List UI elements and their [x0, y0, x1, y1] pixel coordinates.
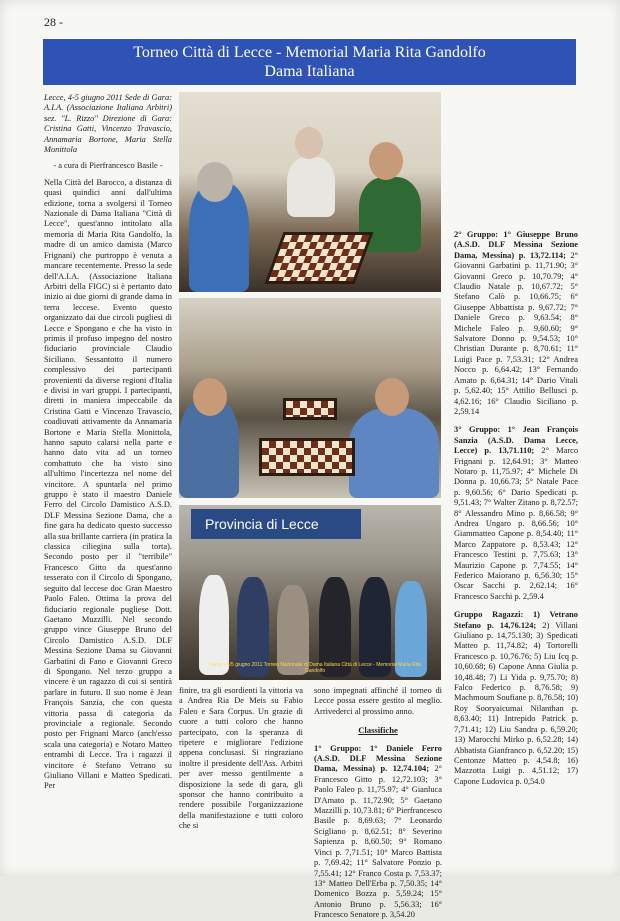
photo-players-at-board: [179, 92, 441, 292]
page-number: 28 -: [44, 15, 63, 29]
article-body-3: sono impegnati affinché il torneo di Lecce possa essere gestito al meglio. Arrivederci al prossimo anno.: [314, 686, 442, 716]
checkerboard: [259, 438, 355, 476]
group4-text: 2) Villani Giuliano p. 14,75.130; 3) Spedicati Matteo p. 11,74.82; 4) Tortorelli Francesco p. 10,76.76; 5) Liu Icq p. 10,60.68; 6) Capone Anna Giulia p. 10,48.48; 7) Li Yida p. 9,75.70; 8) Falco Federico p. 8,76.58; 9) Machmoum Soufiane p. 8,76.58; 10) Roy Sooryaicumai Nilanthan p. 8,63.40; 11) Intrepido Patrick p. 7,71.41; 12) Liu Sandra p. 6,59.20; 13) Marocchi Mirko p. 6,52.28; 14) Abbatista Gianfranco p. 6,52.20; 15) Centonze Matteo p. 4,54.8; 16) Mazzotta Luigi p. 4,51.12; 17) Capone Ludovica p. 0,54.0: [454, 620, 578, 786]
article-column-2: [179, 686, 303, 832]
results-groups: [454, 230, 578, 787]
event-meta: Lecce, 4-5 giugno 2011 Sede di Gara: A.I.A. (Associazione Italiana Arbitri) sez. "L. Rizzo" Direzione di Gara: Cristina Gatti, Vincenzo Travascio, Annamaria Bortone, Maria Stella Monittola: [44, 93, 172, 155]
photo-caption: Lecce - 4/5 giugno 2011 Torneo Nazionale di Dama Italiana Città di Lecce - Memorial Maria Rita Gandolfo: [209, 662, 421, 674]
player-head: [369, 142, 403, 180]
photo-award-group: [179, 505, 441, 680]
article-subtitle: Dama Italiana: [264, 63, 355, 80]
player-head: [193, 378, 227, 416]
group3-text: 2° Marco Frignani p. 12,64.91; 3° Matteo Notaro p. 11,75.97; 4° Michele Di Donna p. 10,66.73; 5° Natale Pace p. 9,60.56; 6° Dario Spedicati p. 9,51.43; 7° Walter Zitano p. 8,72.57; 8° Alessandro Mino p. 8,66.58; 9° Andrea Ungaro p. 8,66.56; 10° Giammatteo Capone p. 8,54.40; 11° Marco Zappatore p. 8,53.43; 12° Francesco Testini p. 7,75.63; 13° Maurizio Capone p. 7,74.55; 14° Federico Maiorano p. 6,56.30; 15° Oscar Sacchi p. 2,62.14; 16° Francesco Sacchi p. 2,59.4: [454, 446, 579, 601]
sign-provincia: Provincia di Lecce: [191, 509, 361, 539]
player-figure: [349, 408, 439, 498]
checkerboard: [283, 398, 337, 420]
player-head: [375, 378, 409, 416]
group4-title: Gruppo Ragazzi: 1) Vetrano Stefano p. 14,76.124;: [454, 610, 578, 630]
checkerboard: [265, 232, 374, 284]
article-body-2: finire, tra gli esordienti la vittoria va a Andrea Ria De Meis su Fabio Faleo e Sara Corpus. Un grazie di cuore a tutti coloro che hanno partecipato, con la speranza di ripetere e migliorare l'edizione appena conclusasi. Si ringraziano inoltre il presidente dell'Ass. Arbitri per aver messo gentilmente a disposizione la sede di gara, gli sponsor che hanno contribuito a rendere possibile l'organizzazione della manifestazione e tutti coloro che si: [179, 686, 303, 831]
group2-text: 2° Giovanni Garbatini p. 11,71.90; 3° Giovanni Greco p. 10,70.79; 4° Claudio Natale p. 10,67.72; 5° Stefano Calò p. 10,66.75; 6° Giuseppe Abbattista p. 9,67.72; 7° Daniele Greco p. 9,63.54; 8° Michele Faleo p. 9,60.60; 9° Salvatore Donno p. 9,54.53; 10° Christian Durante p. 8,70.61; 11° Luigi Pace p. 7,53.31; 12° Andrea Nocco p. 6,64.42; 13° Fernando Amato p. 6,64.31; 14° Dario Vitali p. 5,62.40; 15° Attilio Bellusci p. 4,62.16; 16° Claudio Siciliano p. 2,59.14: [454, 250, 578, 416]
photo-tournament-hall: [179, 298, 441, 498]
article-title: Torneo Città di Lecce - Memorial Maria Rita Gandolfo: [133, 44, 486, 61]
article-column-1: [44, 93, 172, 792]
player-head: [197, 162, 233, 202]
group2-title: 2° Gruppo: 1° Giuseppe Bruno (A.S.D. DLF Messina Sezione Dama, Messina) p. 13,72.114;: [454, 230, 578, 260]
spectator-figure: [287, 157, 335, 217]
person-figure: [199, 575, 229, 675]
article-title-banner: [43, 39, 576, 85]
group4-results: [454, 610, 578, 787]
classifiche-heading: Classifiche: [358, 725, 398, 736]
spectator-head: [295, 127, 323, 159]
article-body-1: Nella Città del Barocco, a distanza di quasi quindici anni dall'ultima edizione, torna a svolgersi il Torneo Nazionale di Dama Italiana "Città di Lecce", quest'anno intitolato alla memoria di Maria Rita Gandolfo, la madre di un amico damista (Marco Frignani) che purtroppo è venuta a mancare recentemente. Presso la sede dell'A.I.A. (Associazione Italiana Arbitri della FIGC) si è pertanto dato inizio ai due giorni di grande dama in terra leccese. Evento questo organizzato dai due circoli pugliesi di Lecce e Spongano e che ha visto in primis il profuso impegno del nostro fiduciario provinciale Claudio Siciliano. Sessantotto il numero complessivo dei partecipanti provenienti da diverse regioni d'Italia e divisi in vari gruppi. I partecipanti, diretti in maniera impeccabile da Cristina Gatti e Vincenzo Travascio, coadiuvati attivamente da Annamaria Bortone e Maria Stella Monittola, hanno saputo calarsi nella parte e hanno dato vita ad un torneo combattuto che ha visto sino all'ultimo l'incertezza nel nome del vincitore. A spuntarla nel primo gruppo è stato il maestro Daniele Ferro del Circolo Damistico A.S.D. DLF Messina Sezione Dama, che a fine gara ha dedicato questo successo alla sua brillante carriera (in pratica la classica ciliegina sulla torta). Secondo posto per il "terribile" Francesco Gitto da quest'anno tesserato con il Circolo di Spongano, seguito dal leccese doc Gran Maestro Paolo Faleo. Ottima la prova del fiduciario regionale pugliese Dott. Gaetano Muzzilli. Nel secondo gruppo vince Giuseppe Bruno del Circolo Damistico A.S.D. DLF Messina Sezione Dama su Giovanni Garbatini di Fano e Giovanni Greco di Spongano. Nel terzo gruppo a vincere è un ragazzo di cui si sentirà parlare in futuro. Il suo nome è Jean François Sanzia, che con questa vittoria passa di categoria da provinciale a regionale. Secondo posto per Frignani Marco (anch'esso scala una categoria) e Notaro Matteo entrambi di Lecce. Tra i ragazzi il vincitore è Stefano Vetrano su Giuliano Villani e Matteo Spedicati. Per: [44, 177, 172, 791]
byline: - a cura di Pierfrancesco Basile -: [53, 161, 163, 171]
article-column-3: [314, 686, 442, 921]
group2-results: [454, 230, 578, 417]
group3-title: 3° Gruppo: 1° Jean François Sanzia (A.S.D. Dama Lecce, Lecce) p. 13,71.110;: [454, 425, 578, 456]
group1-results: [314, 744, 442, 921]
group1-title: 1° Gruppo: 1° Daniele Ferro (A.S.D. DLF Messina Sezione Dama, Messina) p. 12,74.104;: [314, 743, 442, 774]
group3-results: [454, 425, 578, 602]
group1-text: 2° Francesco Gitto p. 12,72.103; 3° Paolo Faleo p. 11,75.97; 4° Gianluca D'Amato p. 11,72.90; 5° Gaetano Mazzilli p. 10,73.81; 6° Pierfrancesco Basile p. 8,69.63; 7° Leonardo Scigliano p. 8,62.51; 8° Severino Sapienza p. 8,60.50; 9° Romano Vinci p. 7,71.51; 10° Marco Battista p. 7,69.42; 11° Salvatore Ponzio p. 7,55.41; 12° Franco Costa p. 7,53.37; 13° Matteo Dell'Erba p. 7,50.35; 14° Domenico Bozza p. 5,59.24; 15° Antonio Bruno p. 5,56.33; 16° Francesco Senatore p. 3,54.20: [314, 764, 442, 920]
